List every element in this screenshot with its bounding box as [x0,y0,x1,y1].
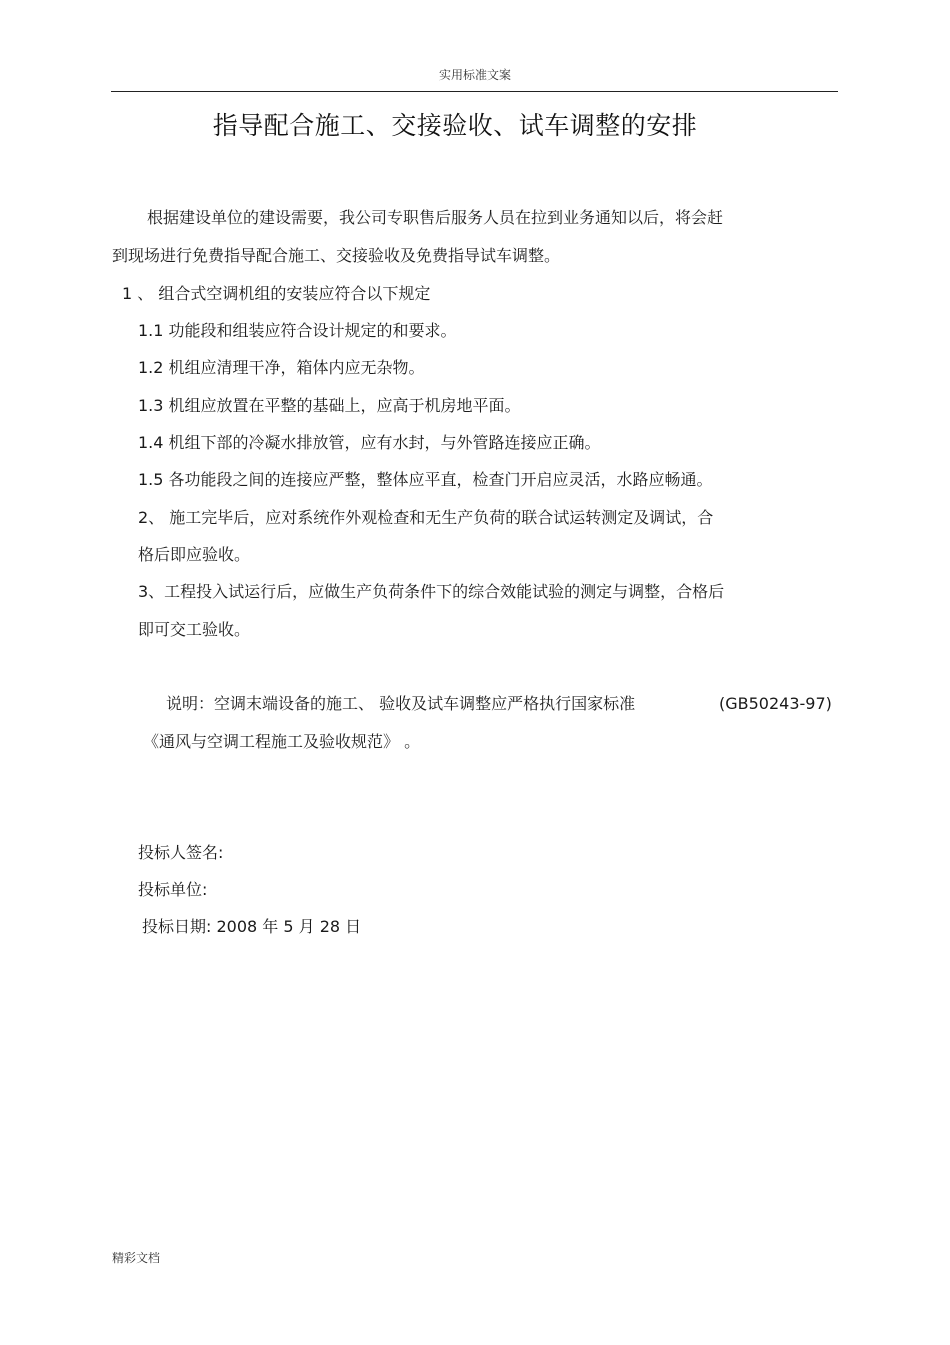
section-1-item-3: 1.3 机组应放置在平整的基础上，应高于机房地平面。 [138,396,521,415]
note-text: 说明：空调末端设备的施工、 验收及试车调整应严格执行国家标准 [166,694,636,713]
section-3-line-2: 即可交工验收。 [138,620,251,639]
page-footer: 精彩文档 [112,1251,161,1265]
section-3-line-1: 3、工程投入试运行后，应做生产负荷条件下的综合效能试验的测定与调整，合格后 [138,582,725,601]
bidder-unit-label: 投标单位: [138,880,208,899]
section-2-line-1: 2、 施工完毕后，应对系统作外观检查和无生产负荷的联合试运转测定及调试，合 [138,508,714,527]
signer-label: 投标人签名: [138,843,224,862]
note-standard-code: (GB50243-97) [719,694,832,713]
section-1-item-4: 1.4 机组下部的冷凝水排放管，应有水封，与外管路连接应正确。 [138,433,601,452]
note-line-2: 《通风与空调工程施工及验收规范》 。 [143,732,421,751]
section-1-item-1: 1.1 功能段和组装应符合设计规定的和要求。 [138,321,457,340]
section-1-heading: 1 、 组合式空调机组的安装应符合以下规定 [122,284,431,303]
section-1-item-2: 1.2 机组应清理干净，箱体内应无杂物。 [138,358,425,377]
intro-line-1: 根据建设单位的建设需要，我公司专职售后服务人员在拉到业务通知以后，将会赶 [147,208,724,227]
bid-date: 投标日期: 2008 年 5 月 28 日 [142,917,362,936]
intro-line-2: 到现场进行免费指导配合施工、交接验收及免费指导试车调整。 [112,246,561,265]
section-1-item-5: 1.5 各功能段之间的连接应严整，整体应平直，检查门开启应灵活，水路应畅通。 [138,470,713,489]
page-header: 实用标准文案 [438,68,511,82]
header-divider [111,91,838,92]
document-title: 指导配合施工、交接验收、试车调整的安排 [212,111,698,140]
section-2-line-2: 格后即应验收。 [138,545,251,564]
